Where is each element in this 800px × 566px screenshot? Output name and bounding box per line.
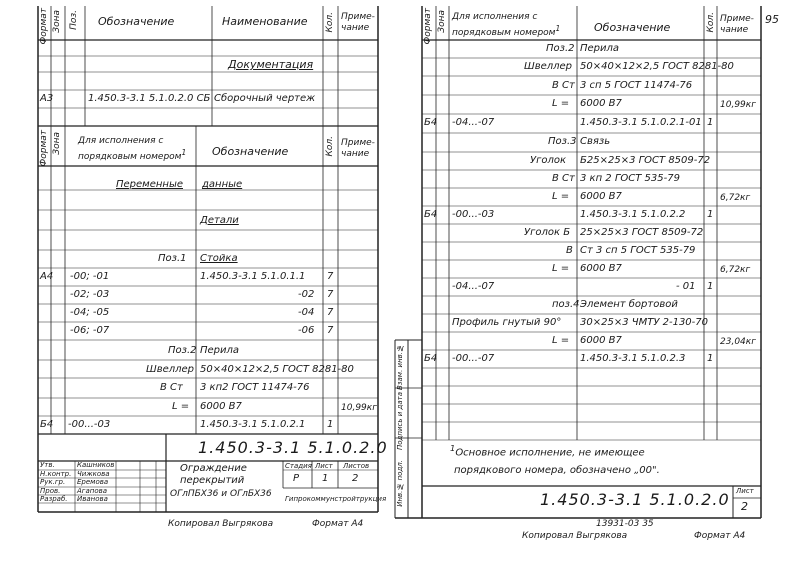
organization: Гипрокоммунстройтрукция	[285, 495, 387, 503]
designation-header-2: Обозначение	[212, 145, 289, 158]
sheet-value: 1	[322, 473, 329, 484]
qty-header: Кол.	[325, 12, 335, 33]
stand-row-designation: -02	[298, 289, 315, 300]
footnote-mark: 1	[450, 443, 456, 453]
right-row-value: 1.450.3-3.1 5.1.0.2.2	[580, 209, 686, 220]
right-row-label: L =	[552, 263, 570, 274]
signer-name: Еремова	[77, 478, 109, 486]
right-qty-header: Кол.	[706, 12, 716, 33]
right-row-label: В Ст	[552, 80, 575, 91]
title-line-3: ОГлПБХ36 и ОГлБХ36	[170, 489, 272, 499]
right-row-value: 6000 В7	[580, 263, 622, 274]
col-pos-header: Поз.	[69, 10, 79, 30]
right-row-value: 6000 В7	[580, 98, 622, 109]
right-row-note: 10,99кг	[720, 100, 756, 110]
side-label-inventory: Инв.№ подл.	[396, 460, 404, 507]
right-sheet-label: Лист	[736, 487, 754, 495]
role-label: Рук.гр.	[40, 478, 66, 486]
name-header: Наименование	[222, 15, 308, 28]
right-row-label: Поз.2	[546, 43, 575, 54]
right-row-value: Ст 3 сп 5 ГОСТ 535-79	[580, 245, 696, 256]
right-row-variant: -00...-03	[452, 209, 495, 220]
page-number: 95	[765, 13, 779, 26]
right-sheet-value: 2	[741, 500, 748, 513]
role-label: Утв.	[40, 461, 55, 469]
col-format-header-2: Формат	[39, 130, 49, 167]
pos2-label: Поз.2	[168, 345, 197, 356]
right-row-value: Связь	[580, 136, 611, 147]
signer-name: Кашников	[77, 461, 115, 469]
right-row-value: 25×25×3 ГОСТ 8509-72	[580, 227, 704, 238]
right-designation-header: Обозначение	[594, 21, 671, 34]
right-col-zone-header: Зона	[437, 10, 447, 33]
stand-row-variant: -06; -07	[70, 325, 110, 336]
sheet-label: Лист	[315, 462, 333, 470]
stand-row-designation: -06	[298, 325, 315, 336]
variant-header: Для исполнения с порядковым номером$^1$	[78, 136, 187, 162]
stand-row-qty: 7	[327, 271, 334, 282]
right-row-note: 23,04кг	[720, 337, 756, 347]
role-label: Н.контр.	[40, 470, 72, 478]
note-header-2: Приме-чание	[341, 138, 375, 159]
right-row-label: Уголок	[530, 155, 567, 166]
right-row-value: 30×25×3 ЧМТУ 2-130-70	[580, 317, 709, 328]
left-footer-format: Формат А4	[312, 519, 364, 529]
role-label: Пров.	[40, 487, 61, 495]
right-col-format-header: Формат	[423, 8, 433, 45]
right-row-value: Перила	[580, 43, 620, 54]
docs-row-format: А3	[40, 93, 54, 104]
pos2-row-designation: 1.450.3-3.1 5.1.0.2.1	[200, 419, 306, 430]
right-row-label: L =	[552, 98, 570, 109]
note-header: Приме-чание	[341, 12, 375, 33]
col-format-header: Формат	[39, 8, 49, 45]
col-zone-header-2: Зона	[52, 132, 62, 155]
stand-row-qty: 7	[327, 289, 334, 300]
docs-row-name: Сборочный чертеж	[214, 93, 316, 104]
right-note-header: Приме-чание	[720, 14, 754, 35]
stand-row-variant: -02; -03	[70, 289, 110, 300]
pos2-row-qty: 1	[327, 419, 334, 430]
pos2-row-variant: -00...-03	[68, 419, 111, 430]
side-label-replaced: Взам. инв.№	[396, 344, 404, 391]
right-row-label: Швеллер	[524, 61, 573, 72]
pos2-steel-spec: 3 кп2 ГОСТ 11474-76	[200, 382, 310, 393]
variable-data-label-b: данные	[202, 179, 243, 190]
right-row-label: поз.4	[552, 299, 580, 310]
pos2-name: Перила	[200, 345, 240, 356]
right-row-variant: -04...-07	[452, 281, 495, 292]
footnote-mark: 1	[555, 24, 561, 33]
right-row-value: 50×40×12×2,5 ГОСТ 8281-80	[580, 61, 734, 72]
archive-number: 13931-03 35	[596, 519, 654, 529]
stand-row-designation: 1.450.3-3.1 5.1.0.1.1	[200, 271, 306, 282]
stage-value: Р	[293, 473, 300, 484]
pos2-mass: 10,99кг	[341, 403, 377, 413]
right-row-format: Б4	[424, 117, 438, 128]
docs-row-designation: 1.450.3-3.1 5.1.0.2.0 СБ	[88, 93, 211, 104]
right-row-value: 1.450.3-3.1 5.1.0.2.3	[580, 353, 686, 364]
pos2-channel-spec: 50×40×12×2,5 ГОСТ 8281-80	[200, 364, 354, 375]
stand-row-designation: -04	[298, 307, 315, 318]
pos2-channel-label: Швеллер	[146, 364, 195, 375]
pos2-row-format: Б4	[40, 419, 54, 430]
right-row-label: L =	[552, 335, 570, 346]
section-documentation: Документация	[228, 58, 314, 71]
right-row-value: Элемент бортовой	[580, 299, 678, 310]
sheets-label: Листов	[343, 462, 370, 470]
right-row-label: В Ст	[552, 173, 575, 184]
right-footer-format: Формат А4	[694, 531, 746, 541]
footnote-line-1: $^1$Основное исполнение, не имеющее	[450, 443, 645, 459]
sheets-value: 2	[352, 473, 359, 484]
right-document-code: 1.450.3-3.1 5.1.0.2.0	[540, 490, 730, 509]
title-line-2: перекрытий	[180, 475, 245, 486]
title-line-1: Ограждение	[180, 463, 247, 474]
footnote-line-2: порядкового номера, обозначено „00".	[454, 465, 660, 476]
right-row-value: 3 кп 2 ГОСТ 535-79	[580, 173, 680, 184]
pos1-label: Поз.1	[158, 253, 187, 264]
qty-header-2: Кол.	[325, 136, 335, 157]
stage-label: Стадия	[285, 462, 312, 470]
right-footer-copied: Копировал Выгрякова	[522, 531, 628, 541]
right-row-note: 6,72кг	[720, 265, 751, 275]
right-row-label: В	[566, 245, 573, 256]
right-row-variant: -04...-07	[452, 117, 495, 128]
left-document-code: 1.450.3-3.1 5.1.0.2.0	[198, 438, 388, 457]
stand-row-variant: -00; -01	[70, 271, 110, 282]
right-row-qty: 1	[707, 209, 714, 220]
right-row-value: 6000 В7	[580, 191, 622, 202]
left-footer-copied: Копировал Выгрякова	[168, 519, 274, 529]
signer-name: Чижкова	[77, 470, 110, 478]
footnote-mark: 1	[181, 148, 187, 157]
right-row-format: Б4	[424, 353, 438, 364]
right-row-variant: -00...-07	[452, 353, 495, 364]
right-row-label: Поз.3	[548, 136, 577, 147]
designation-header: Обозначение	[98, 15, 175, 28]
right-row-qty: 1	[707, 281, 714, 292]
right-row-value: 1.450.3-3.1 5.1.0.2.1-01	[580, 117, 702, 128]
right-row-value: 6000 В7	[580, 335, 622, 346]
pos2-length-label: L =	[172, 401, 190, 412]
right-row-qty: 1	[707, 117, 714, 128]
stand-row-qty: 7	[327, 307, 334, 318]
pos2-length-spec: 6000 В7	[200, 401, 242, 412]
stand-row-qty: 7	[327, 325, 334, 336]
pos1-name: Стойка	[200, 253, 238, 264]
pos2-steel-label: В Ст	[160, 382, 183, 393]
right-row-value: 3 сп 5 ГОСТ 11474-76	[580, 80, 693, 91]
section-parts: Детали	[200, 215, 239, 226]
right-variant-header: Для исполнения с порядковым номером$^1$	[452, 12, 561, 38]
signer-name: Агапова	[77, 487, 108, 495]
right-row-value: Б25×25×3 ГОСТ 8509-72	[580, 155, 711, 166]
right-row-qty: 1	[707, 353, 714, 364]
right-row-label: Профиль гнутый 90°	[452, 317, 562, 328]
side-label-signature: Подпись и дата	[396, 392, 404, 450]
stand-row-variant: -04; -05	[70, 307, 110, 318]
right-row-label: Уголок Б	[524, 227, 571, 238]
signer-name: Иванова	[77, 495, 108, 503]
variable-data-label-a: Переменные	[116, 179, 183, 190]
role-label: Разраб.	[40, 495, 68, 503]
stand-row-format: А4	[40, 271, 54, 282]
right-row-value: - 01	[676, 281, 696, 292]
right-row-format: Б4	[424, 209, 438, 220]
right-row-label: L =	[552, 191, 570, 202]
col-zone-header: Зона	[52, 10, 62, 33]
right-row-note: 6,72кг	[720, 193, 751, 203]
